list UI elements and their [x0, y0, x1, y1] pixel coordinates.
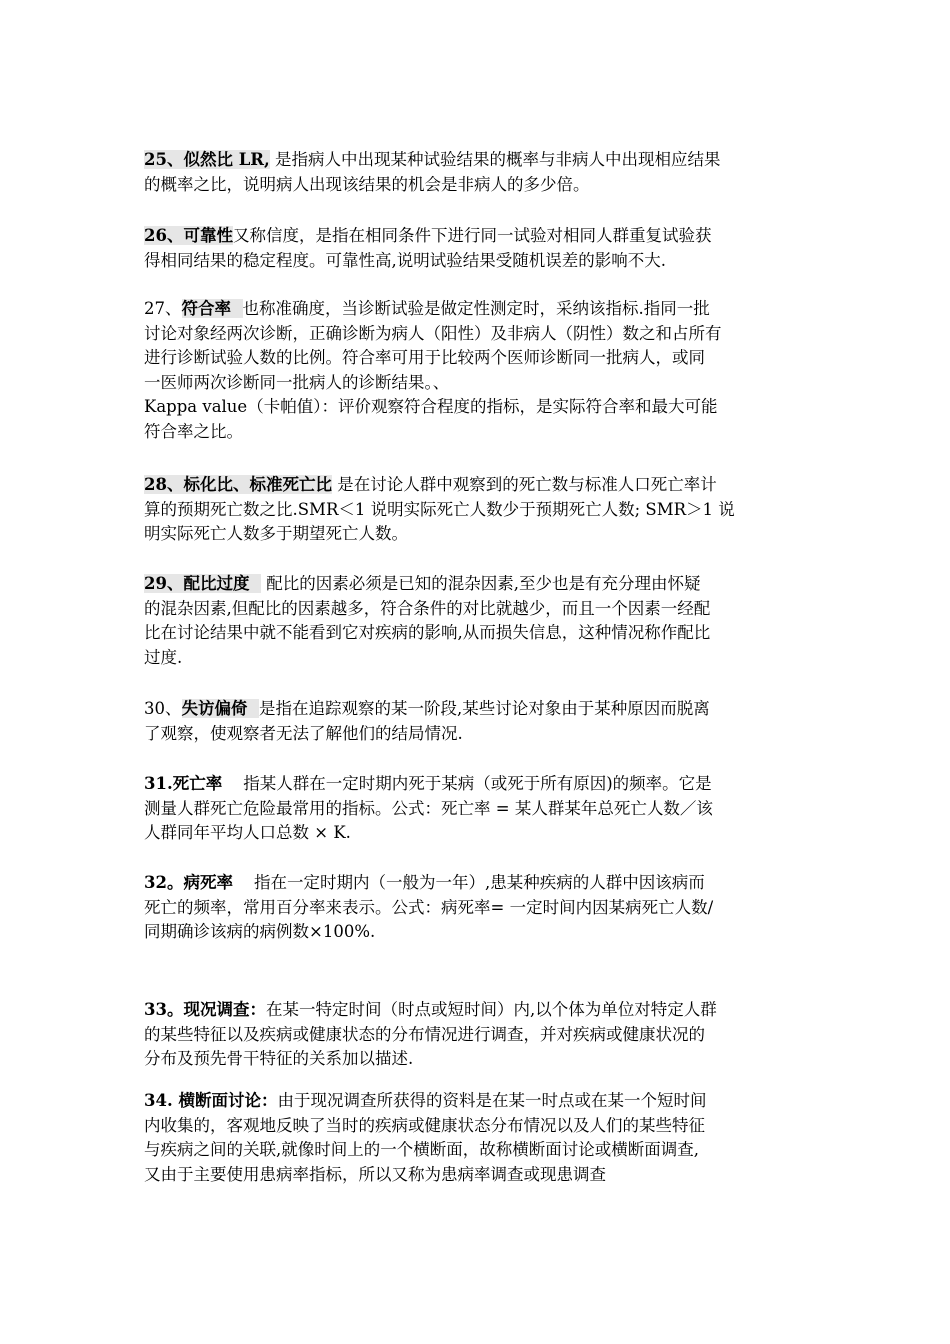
text-line — [144, 371, 808, 396]
text-line — [144, 896, 808, 921]
text-line — [144, 498, 808, 523]
text-line — [144, 621, 808, 646]
definition-text: 是指病人中出现某种试验结果的概率与非病人中出现相应结果 — [269, 150, 721, 169]
definition-text: 测量人群死亡危险最常用的指标。公式：死亡率 = 某人群某年总死亡人数／该 — [144, 798, 713, 818]
text-line — [144, 697, 808, 722]
entry-28 — [144, 473, 808, 547]
definition-text: 一医师两次诊断同一批病人的诊断结果。、 — [144, 372, 450, 392]
entry-27 — [144, 297, 808, 444]
entry-31 — [144, 772, 808, 846]
definition-text: 27、 — [144, 299, 182, 318]
term-label: 31.死亡率 — [144, 774, 223, 793]
text-line — [144, 420, 808, 445]
text-line — [144, 522, 808, 547]
definition-text: 是在讨论人群中观察到的死亡数与标准人口死亡率计 — [331, 475, 717, 494]
definition-text: 的概率之比，说明病人出现该结果的机会是非病人的多少倍。 — [144, 174, 590, 194]
definition-text: 了观察，使观察者无法了解他们的结局情况. — [144, 723, 463, 743]
term-label: 29、配比过度 — [144, 574, 261, 593]
definition-text: 的混杂因素,但配比的因素越多，符合条件的对比就越少，而且一个因素一经配 — [144, 598, 711, 618]
text-line — [144, 1138, 808, 1163]
definition-text: 30、 — [144, 699, 182, 718]
text-line — [144, 597, 808, 622]
definition-text: 比在讨论结果中就不能看到它对疾病的影响,从而损失信息，这种情况称作配比 — [144, 623, 711, 642]
text-line — [144, 346, 808, 371]
definition-text: 内收集的，客观地反映了当时的疾病或健康状态分布情况以及人们的某些特征 — [144, 1115, 705, 1135]
text-line — [144, 821, 808, 846]
term-label: 失访偏倚 — [181, 699, 259, 718]
text-line — [144, 395, 808, 420]
text-line — [144, 297, 808, 322]
definition-text: 由于现况调查所获得的资料是在某一时点或在某一个短时间 — [277, 1091, 707, 1110]
term-label: 28、标化比、标准死亡比 — [144, 475, 332, 494]
definition-text: 也称准确度，当诊断试验是做定性测定时，采纳该指标.指同一批 — [242, 299, 710, 318]
term-label: 26、可靠性 — [144, 226, 233, 245]
text-line — [144, 1114, 808, 1139]
definition-text: 过度. — [144, 647, 183, 667]
text-line — [144, 646, 808, 671]
definition-text: 进行诊断试验人数的比例。符合率可用于比较两个医师诊断同一批病人，或同 — [144, 348, 705, 367]
entry-30 — [144, 697, 808, 746]
text-line — [144, 173, 808, 198]
entry-25 — [144, 148, 808, 197]
text-line — [144, 572, 808, 597]
text-line — [144, 249, 808, 274]
definition-text: 与疾病之间的关联,就像时间上的一个横断面，故称横断面讨论或横断面调查, — [144, 1140, 699, 1159]
text-line — [144, 322, 808, 347]
definition-text: 死亡的频率，常用百分率来表示。公式：病死率= 一定时间内因某病死亡人数/ — [144, 897, 714, 917]
definition-text: 在某一特定时间（时点或短时间）内,以个体为单位对特定人群 — [265, 1000, 717, 1019]
definition-text: 又称信度，是指在相同条件下进行同一试验对相同人群重复试验获 — [232, 226, 712, 245]
term-label: 32。病死率 — [144, 873, 233, 892]
definition-text: 分布及预先骨干特征的关系加以描述. — [144, 1049, 414, 1068]
definition-text: 指在一定时期内（一般为一年）,患某种疾病的人群中因该病而 — [232, 873, 705, 892]
text-line — [144, 473, 808, 498]
term-label: 25、似然比 LR, — [144, 150, 270, 169]
definition-text: 是指在追踪观察的某一阶段,某些讨论对象由于某种原因而脱离 — [259, 699, 710, 718]
entry-32 — [144, 871, 808, 945]
text-line — [144, 1047, 808, 1072]
definition-text: 算的预期死亡数之比.SMR＜1 说明实际死亡人数少于预期死亡人数; SMR＞1 说 — [144, 499, 735, 519]
term-label: 33。现况调查： — [144, 1000, 266, 1019]
text-line — [144, 871, 808, 896]
text-line — [144, 797, 808, 822]
term-label: 34. 横断面讨论： — [144, 1091, 278, 1110]
definition-text: 同期确诊该病的病例数×100%. — [144, 922, 376, 941]
text-line — [144, 1163, 808, 1188]
definition-text: 又由于主要使用患病率指标，所以又称为患病率调查或现患调查 — [144, 1164, 606, 1184]
definition-text: 符合率之比。 — [144, 421, 243, 441]
definition-text: 的某些特征以及疾病或健康状态的分布情况进行调查，并对疾病或健康状况的 — [144, 1024, 705, 1044]
entry-34 — [144, 1089, 808, 1187]
text-line — [144, 998, 808, 1023]
entry-26 — [144, 224, 808, 273]
text-line — [144, 920, 808, 945]
text-line — [144, 1089, 808, 1114]
entry-33 — [144, 998, 808, 1072]
text-line — [144, 722, 808, 747]
definition-text: 讨论对象经两次诊断，正确诊断为病人（阳性）及非病人（阴性）数之和占所有 — [144, 323, 722, 343]
definition-text: 指某人群在一定时期内死于某病（或死于所有原因)的频率。它是 — [222, 774, 712, 793]
definition-text: 人群同年平均人口总数 × K. — [144, 823, 351, 842]
text-line — [144, 1023, 808, 1048]
definition-text: 明实际死亡人数多于期望死亡人数。 — [144, 524, 408, 543]
definition-text: 配比的因素必须是已知的混杂因素,至少也是有充分理由怀疑 — [260, 574, 701, 593]
definition-text: 得相同结果的稳定程度。可靠性高,说明试验结果受随机误差的影响不大. — [144, 250, 666, 270]
definition-text: Kappa value（卡帕值）：评价观察符合程度的指标，是实际符合率和最大可能 — [144, 397, 718, 416]
text-line — [144, 148, 808, 173]
text-line — [144, 224, 808, 249]
text-line — [144, 772, 808, 797]
entry-29 — [144, 572, 808, 670]
term-label: 符合率 — [181, 299, 243, 318]
